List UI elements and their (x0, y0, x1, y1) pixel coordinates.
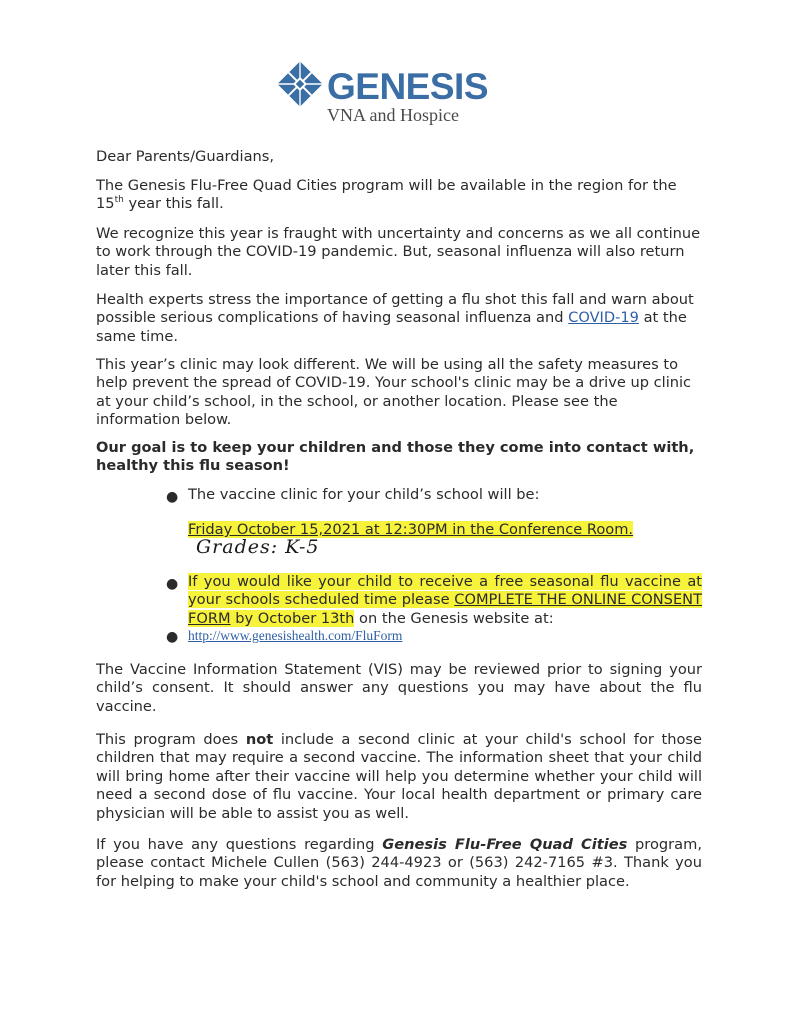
p3-text-a: Health experts stress the importance of getting a flu shot this fall and warn about possible serious complications of having seasonal influenza and (96, 291, 694, 327)
logo-name: GENESIS (327, 66, 488, 107)
paragraph-second-clinic (96, 731, 702, 823)
bullet-2: ● (166, 576, 179, 592)
paragraph-vis: The Vaccine Information Statement (VIS) may be reviewed prior to signing your child’s consent. It should answer any questions you may have about the flu vaccine. (96, 661, 702, 715)
paragraph-uncertainty: We recognize this year is fraught with uncertainty and concerns as we all continue to work through the COVID-19 pandemic. But, seasonal influenza will also return later this fall. (96, 225, 701, 279)
paragraph-program (96, 177, 702, 214)
goal-statement: Our goal is to keep your children and those they come into contact with, healthy this flu season! (96, 439, 695, 475)
consent-form-link[interactable]: COMPLETE THE ONLINE CONSENT FORM (188, 591, 702, 627)
genesis-logo (276, 60, 488, 130)
paragraph-clinic-info: This year’s clinic may look different. We will be using all the safety measures to help prevent the spread of COVID-19. Your school's clinic may be a drive up clinic at your child’s school, in the school, or another location. Please see the information below. (96, 356, 692, 429)
p3-text-b: at the same time. (96, 309, 687, 345)
program-name: Genesis Flu-Free Quad Cities (382, 836, 628, 853)
form-url-link[interactable]: http://www.genesishealth.com/FluForm (188, 628, 403, 643)
second-text-b: include a second clinic at your child's school for those children that may require a second vaccine. The information sheet that your child will bring home after their vaccine will help you determine whether your child will need a second dose of flu vaccine. Your local health department or primary care physician will be able to assist you as well. (96, 731, 702, 822)
covid-link[interactable]: COVID-19 (568, 309, 639, 327)
clinic-time-text: Friday October 15,2021 at 12:30PM in the Conference Room. (188, 521, 634, 538)
bullet-1: ● (166, 489, 179, 505)
greeting: Dear Parents/Guardians, (96, 148, 275, 165)
logo-subtitle: VNA and Hospice (327, 105, 459, 125)
p1-sup: th (114, 195, 124, 206)
second-text-a: This program does (96, 731, 246, 748)
paragraph-closing (96, 836, 702, 891)
second-not: not (245, 731, 274, 748)
closing-text-a: If you have any questions regarding (96, 836, 383, 853)
consent-paragraph (188, 573, 702, 628)
consent-text-c: on the Genesis website at: (354, 609, 554, 627)
consent-text-a: If you would like your child to receive a free seasonal flu vaccine at your schools scheduled time please (188, 573, 702, 609)
bullet-3: ● (166, 629, 179, 645)
consent-deadline: by October 13th (230, 609, 355, 627)
p1-text-a: The Genesis Flu-Free Quad Cities program will be available in the region for the 15 (96, 177, 677, 213)
p1-text-b: year this fall. (123, 195, 224, 213)
clinic-intro: The vaccine clinic for your child’s school will be: (188, 486, 540, 503)
grades-handwritten: Grades: K-5 (196, 536, 320, 558)
paragraph-experts (96, 291, 702, 346)
genesis-diamond-icon (276, 60, 324, 108)
closing-text-b: program, please contact Michele Cullen (563) 244-4923 or (563) 242-7165 #3. Thank you for helping to make your child's school and community a healthier place. (96, 836, 702, 890)
